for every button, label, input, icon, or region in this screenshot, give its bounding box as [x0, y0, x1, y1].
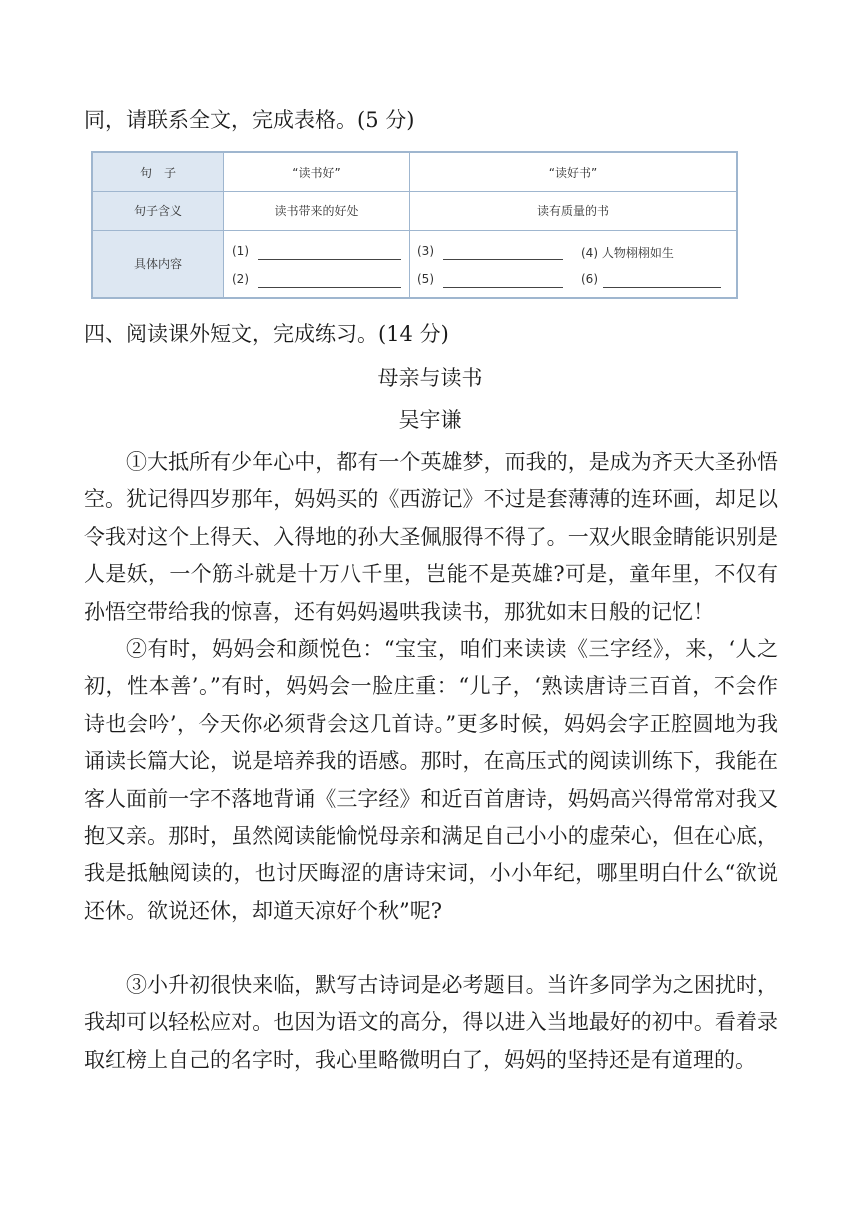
col2-sentence: “读好书”: [548, 165, 598, 180]
row-header-meaning: 句子含义: [133, 204, 182, 218]
blank-label-3: (3): [417, 244, 434, 258]
blank-line-3[interactable]: [443, 259, 563, 260]
col2-meaning: 读有质量的书: [536, 204, 609, 218]
blank-label-2: (2): [232, 272, 249, 286]
section-title: 四、阅读课外短文，完成练习。(14 分): [84, 322, 449, 346]
blank-label-6: (6): [581, 272, 598, 286]
blank-line-6[interactable]: [603, 287, 721, 288]
row-header-sentence: 句 子: [139, 165, 176, 180]
paragraph-1: ①大抵所有少年心中，都有一个英雄梦，而我的，是成为齐天大圣孙悟空。犹记得四岁那年，妈妈买的《西游记》不过是套薄薄的连环画，却足以令我对这个上得天、入得地的孙大圣佩服得不得了。一双火眼金睛能识别是人是妖，一个筋斗就是十万八千里，岂能不是英雄?可是，童年里，不仅有孙悟空带给我的惊喜，还有妈妈遏哄我读书，那犹如末日般的记忆！: [84, 450, 778, 624]
answer-table: [91, 151, 738, 299]
item-4-text: (4) 人物栩栩如生: [581, 246, 674, 260]
blank-label-1: (1): [232, 244, 249, 258]
blank-line-1[interactable]: [258, 259, 401, 260]
question-intro-line: 同，请联系全文，完成表格。(5 分): [84, 108, 415, 132]
blank-line-5[interactable]: [443, 287, 563, 288]
blank-label-5: (5): [417, 272, 434, 286]
article-author: 吴宇谦: [398, 408, 462, 432]
col1-sentence: “读书好”: [292, 165, 341, 180]
paragraph-2: ②有时，妈妈会和颜悦色：“宝宝，咱们来读读《三字经》，来，‘人之初，性本善’。”有时，妈妈会一脸庄重：“儿子，‘熟读唐诗三百首，不会作诗也会吟’，今天你必须背会这几首诗。”更多时候，妈妈会字正腔圆地为我诵读长篇大论，说是培养我的语感。那时，在高压式的阅读训练下，我能在客人面前一字不落地背诵《三字经》和近百首唐诗，妈妈高兴得常常对我又抱又亲。那时，虽然阅读能愉悦母亲和满足自己小小的虚荣心，但在心底，我是抵触阅读的，也讨厌晦涩的唐诗宋词，小小年纪，哪里明白什么“欲说还休。欲说还休，却道天凉好个秋”呢?: [84, 637, 778, 923]
col1-meaning: 读书带来的好处: [274, 204, 359, 218]
row-header-content: 具体内容: [133, 257, 182, 271]
article-title: 母亲与读书: [377, 366, 483, 390]
blank-line-2[interactable]: [258, 287, 401, 288]
paragraph-3: ③小升初很快来临，默写古诗词是必考题目。当许多同学为之困扰时，我却可以轻松应对。也因为语文的高分，得以进入当地最好的初中。看着录取红榜上自己的名字时，我心里略微明白了，妈妈的坚持还是有道理的。: [84, 973, 778, 1072]
